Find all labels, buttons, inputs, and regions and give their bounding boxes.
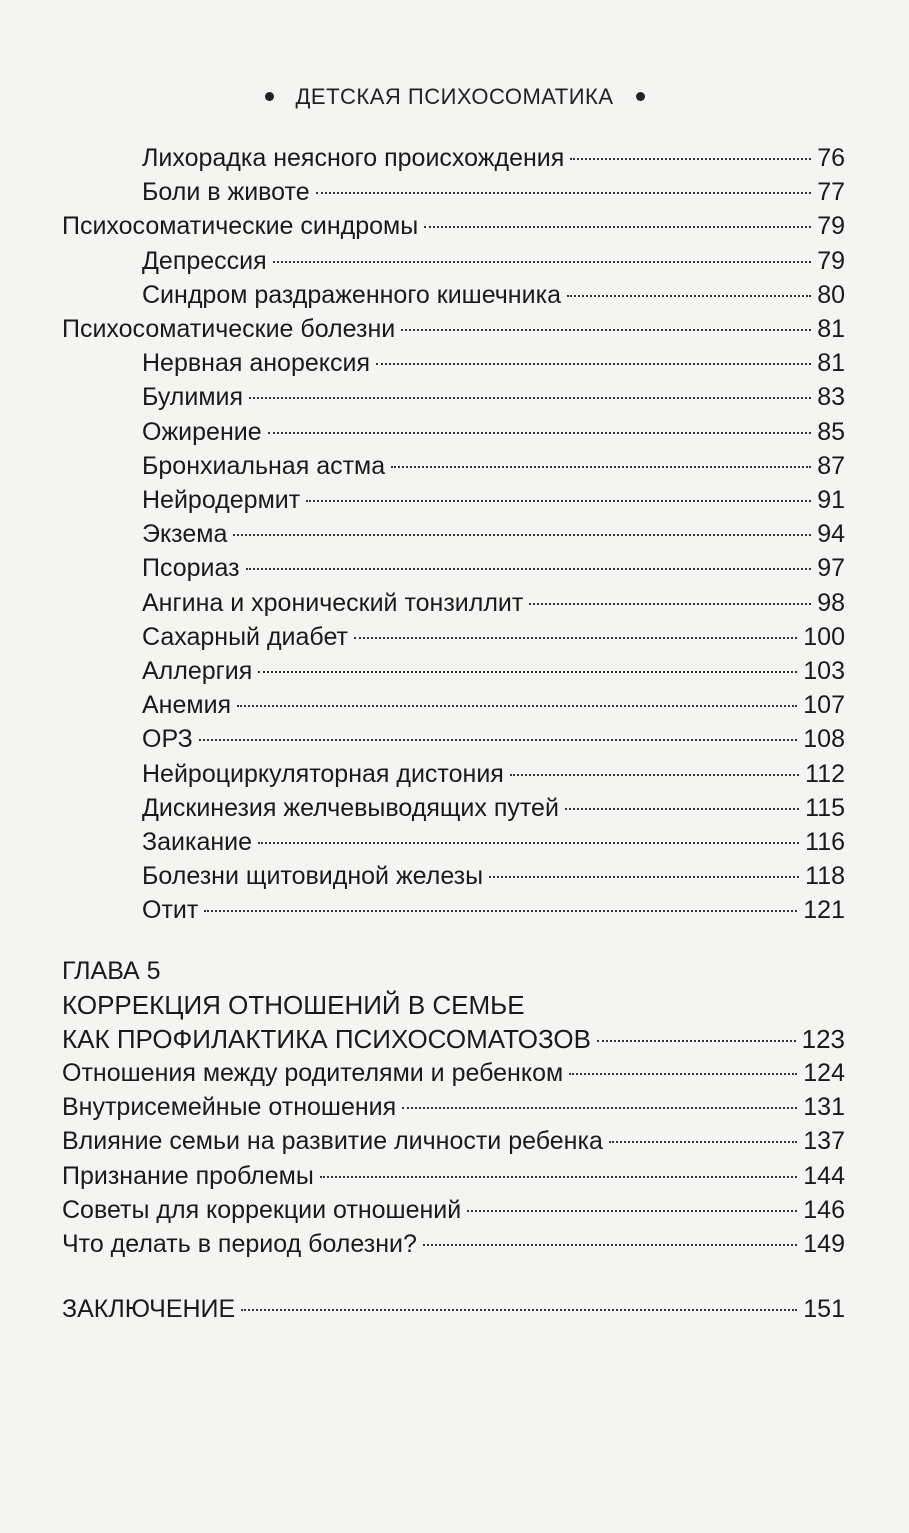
- dot-leader: [391, 466, 811, 468]
- toc-label: Нейроциркуляторная дистония: [142, 759, 504, 788]
- toc-row[interactable]: [142, 551, 845, 585]
- toc-label: Отношения между родителями и ребенком: [62, 1059, 564, 1087]
- toc-page: 112: [805, 759, 845, 788]
- toc-page: 87: [817, 451, 845, 480]
- toc-page: 79: [817, 246, 845, 275]
- toc-page: 79: [817, 212, 845, 241]
- toc-label: Что делать в период болезни?: [62, 1230, 417, 1258]
- toc-label: Внутрисемейные отношения: [62, 1093, 397, 1122]
- toc-label: Дискинезия желчевыводящих путей: [142, 793, 559, 822]
- toc-row[interactable]: [142, 175, 845, 209]
- toc-row[interactable]: [142, 688, 845, 722]
- toc-label: ЗАКЛЮЧЕНИЕ: [62, 1295, 236, 1323]
- dot-leader: [246, 568, 812, 570]
- dot-leader: [316, 192, 812, 194]
- toc-label: Экзема: [142, 520, 228, 549]
- toc-page: 83: [817, 383, 845, 412]
- toc-row[interactable]: [142, 415, 845, 449]
- toc-row[interactable]: [62, 1193, 845, 1227]
- toc-page: 98: [817, 588, 845, 617]
- toc-row[interactable]: [142, 791, 845, 825]
- chapter-title-line1: КОРРЕКЦИЯ ОТНОШЕНИЙ В СЕМЬЕ: [62, 990, 525, 1020]
- toc-page: 77: [817, 178, 845, 207]
- toc-label: Болезни щитовидной железы: [142, 862, 484, 891]
- toc-page: 97: [817, 554, 845, 583]
- toc-label: Бронхиальная астма: [142, 451, 386, 480]
- toc-label: Психосоматические болезни: [62, 315, 396, 343]
- bullet-icon: [265, 92, 274, 101]
- toc-row[interactable]: [142, 346, 845, 380]
- dot-leader: [529, 603, 811, 605]
- toc-row[interactable]: [62, 312, 845, 346]
- header-title: ДЕТСКАЯ ПСИХОСОМАТИКА: [295, 84, 614, 109]
- toc-row[interactable]: [142, 517, 845, 551]
- dot-leader: [258, 671, 797, 673]
- dot-leader: [569, 1073, 797, 1075]
- toc-label: Булимия: [142, 383, 244, 412]
- toc-row[interactable]: [142, 586, 845, 620]
- dot-leader: [233, 534, 811, 536]
- chapter-number: ГЛАВА 5: [62, 957, 161, 985]
- toc-row[interactable]: [142, 244, 845, 278]
- dot-leader: [258, 842, 799, 844]
- toc-page: 100: [803, 622, 845, 651]
- toc-label: Психосоматические синдромы: [62, 212, 419, 241]
- toc-row-chapter-title[interactable]: [62, 1022, 845, 1056]
- dot-leader: [510, 774, 799, 776]
- toc-row[interactable]: [142, 825, 845, 859]
- dot-leader: [401, 329, 811, 331]
- toc-row[interactable]: [62, 1056, 845, 1090]
- toc-label: Лихорадка неясного происхождения: [142, 144, 565, 172]
- dot-leader: [489, 876, 799, 878]
- toc-page: 149: [803, 1230, 845, 1258]
- toc-page: 91: [817, 486, 845, 514]
- running-header: [0, 84, 909, 110]
- toc-row[interactable]: [142, 449, 845, 483]
- dot-leader: [424, 226, 811, 228]
- toc-label: Анемия: [142, 691, 232, 720]
- toc-label: Синдром раздраженного кишечника: [142, 280, 561, 309]
- toc-page: 94: [817, 520, 845, 549]
- dot-leader: [268, 432, 812, 434]
- toc-page: 81: [817, 349, 845, 378]
- toc-page: 103: [803, 657, 845, 685]
- toc-page: 76: [817, 144, 845, 172]
- dot-leader: [237, 705, 797, 707]
- dot-leader: [567, 295, 811, 297]
- toc-row[interactable]: [142, 722, 845, 756]
- toc-page: 85: [817, 417, 845, 446]
- toc-page: 151: [803, 1295, 845, 1323]
- dot-leader: [249, 397, 811, 399]
- toc-label: ОРЗ: [142, 725, 193, 754]
- dot-leader: [273, 261, 812, 263]
- dot-leader: [467, 1210, 797, 1212]
- toc-label: Депрессия: [142, 246, 267, 275]
- toc-row[interactable]: [62, 209, 845, 243]
- dot-leader: [199, 739, 798, 741]
- dot-leader: [376, 363, 811, 365]
- toc-row[interactable]: [142, 380, 845, 414]
- dot-leader: [570, 158, 811, 160]
- toc-row[interactable]: [142, 757, 845, 791]
- dot-leader: [306, 500, 811, 502]
- toc-row[interactable]: [142, 141, 845, 175]
- toc-row[interactable]: [142, 483, 845, 517]
- toc-label: Ожирение: [142, 417, 262, 446]
- toc-label: Ангина и хронический тонзиллит: [142, 588, 524, 617]
- dot-leader: [204, 910, 797, 912]
- dot-leader: [320, 1176, 797, 1178]
- toc-row[interactable]: [142, 620, 845, 654]
- toc-page: 131: [803, 1093, 845, 1122]
- toc-label: Сахарный диабет: [142, 622, 348, 651]
- toc-page: 124: [803, 1059, 845, 1087]
- toc-row[interactable]: [142, 278, 845, 312]
- toc-page: 80: [817, 280, 845, 309]
- dot-leader: [565, 808, 799, 810]
- dot-leader: [597, 1040, 796, 1042]
- toc-page: 81: [817, 315, 845, 343]
- toc-page: 115: [805, 793, 845, 822]
- dot-leader: [423, 1244, 797, 1246]
- toc-page: 121: [803, 896, 845, 925]
- toc-label: КАК ПРОФИЛАКТИКА ПСИХОСОМАТОЗОВ: [62, 1024, 591, 1054]
- toc-row[interactable]: [62, 1124, 845, 1158]
- toc-page: 123: [801, 1024, 845, 1054]
- toc-page: 137: [803, 1127, 845, 1156]
- toc-page: 144: [803, 1161, 845, 1190]
- toc-page: 118: [805, 862, 845, 891]
- toc-label: Псориаз: [142, 554, 240, 583]
- toc-row[interactable]: [142, 859, 845, 893]
- toc-row[interactable]: [142, 893, 845, 927]
- toc-page: 108: [803, 725, 845, 754]
- toc-row[interactable]: [62, 1159, 845, 1193]
- toc-label: Нейродермит: [142, 486, 301, 514]
- toc-label: Боли в животе: [142, 178, 310, 207]
- toc-label: Советы для коррекции отношений: [62, 1195, 462, 1224]
- toc-label: Заикание: [142, 828, 253, 856]
- bullet-icon: [636, 92, 645, 101]
- toc-row-conclusion[interactable]: [62, 1292, 845, 1326]
- dot-leader: [402, 1107, 797, 1109]
- toc-row[interactable]: [62, 1090, 845, 1124]
- toc-label: Признание проблемы: [62, 1161, 314, 1190]
- toc-page: 107: [803, 691, 845, 720]
- toc-row[interactable]: [62, 1227, 845, 1261]
- toc-page: 146: [803, 1195, 845, 1224]
- toc-label: Нервная анорексия: [142, 349, 370, 378]
- toc-page: 116: [805, 828, 845, 856]
- dot-leader: [609, 1141, 797, 1143]
- dot-leader: [241, 1309, 797, 1311]
- toc-label: Аллергия: [142, 657, 253, 685]
- toc-label: Влияние семьи на развитие личности ребенка: [62, 1127, 603, 1156]
- dot-leader: [354, 637, 797, 639]
- toc-row[interactable]: [142, 654, 845, 688]
- toc-label: Отит: [142, 896, 199, 925]
